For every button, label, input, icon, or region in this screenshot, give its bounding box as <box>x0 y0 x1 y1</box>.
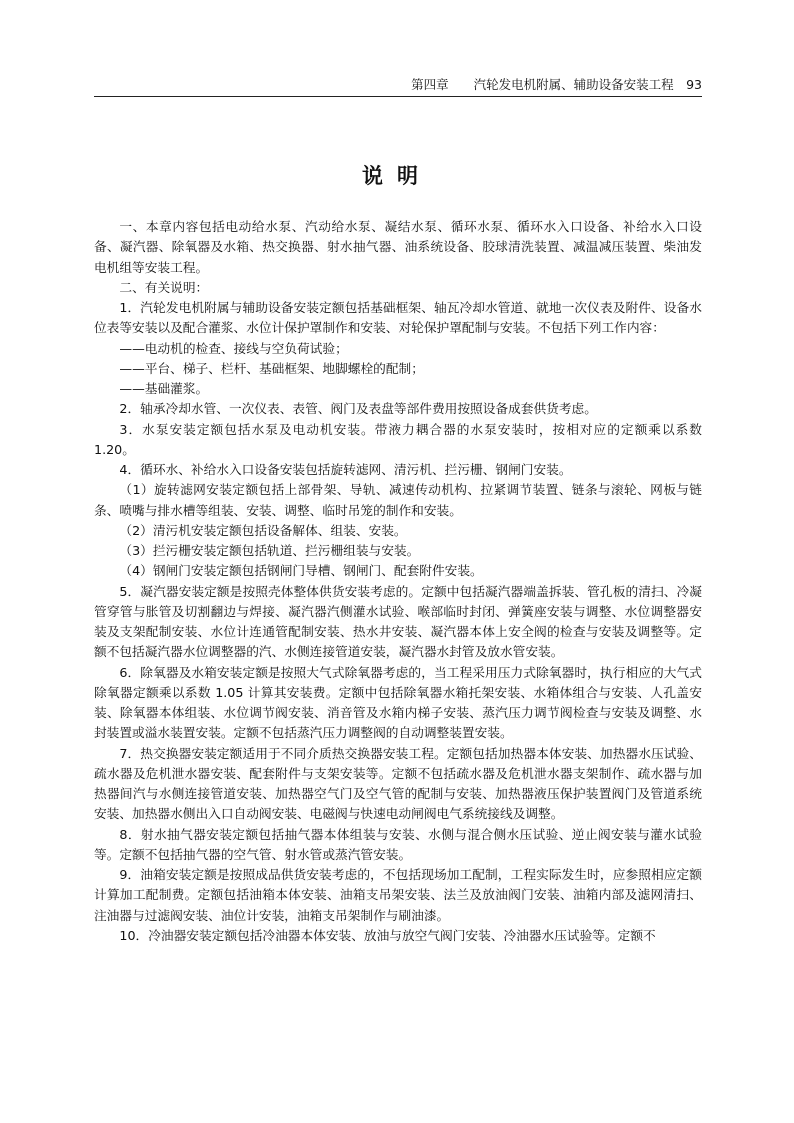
paragraph: 6．除氧器及水箱安装定额是按照大气式除氧器考虑的，当工程采用压力式除氧器时，执行相应的大气式除氧器定额乘以系数 1.05 计算其安装费。定额中包括除氧器水箱托架安装、水箱体组合与安装、人孔盖安装、除氧器本体组装、水位调节阀安装、消音管及水箱内梯子安装、蒸汽压力调节阀检查与安装及调整、水封装置或溢水装置安装。定额不包括蒸汽压力调整阀的自动调整装置安装。 <box>94 664 702 741</box>
paragraph: 1．汽轮发电机附属与辅助设备安装定额包括基础框架、轴瓦冷却水管道、就地一次仪表及附件、设备水位表等安装以及配合灌浆、水位计保护罩制作和安装、对轮保护罩配制与安装。不包括下列工作内容： <box>94 300 702 336</box>
paragraph: 二、有关说明： <box>119 279 209 295</box>
paragraph-sub-item: （1）旋转滤网安装定额包括上部骨架、导轨、减速传动机构、拉紧调节装置、链条与滚轮、网板与链条、喷嘴与排水槽等组装、安装、调整、临时吊笼的制作和安装。 <box>94 482 702 518</box>
paragraph: 4．循环水、补给水入口设备安装包括旋转滤网、清污机、拦污栅、钢闸门安装。 <box>119 462 572 477</box>
header-title: 汽轮发电机附属、辅助设备安装工程 <box>473 77 674 92</box>
page-title: 说明 <box>362 164 432 188</box>
paragraph: 一、本章内容包括电动给水泵、汽动给水泵、凝结水泵、循环水泵、循环水入口设备、补给水入口设备、凝汽器、除氧器及水箱、热交换器、射水抽气器、油系统设备、胶球清洗装置、减温减压装置、柴油发电机组等安装工程。 <box>94 219 702 275</box>
paragraph: 7．热交换器安装定额适用于不同介质热交换器安装工程。定额包括加热器本体安装、加热器水压试验、疏水器及危机泄水器安装、配套附件与支架安装等。定额不包括疏水器及危机泄水器支架制作、疏水器与加热器间汽与水侧连接管道安装、加热器空气门及空气管的配制与安装、加热器液压保护装置阀门及管道系统安装、加热器水侧出入口自动阀安装、电磁阀与快速电动闸阀电气系统接线及调整。 <box>94 745 702 822</box>
page-number: 93 <box>686 77 702 92</box>
paragraph: 3．水泵安装定额包括水泵及电动机安装。带液力耦合器的水泵安装时，按相对应的定额乘以系数 1.20。 <box>94 421 702 457</box>
paragraph-sub-item: （4）钢闸门安装定额包括钢闸门导槽、钢闸门、配套附件安装。 <box>119 563 483 579</box>
running-header <box>94 77 702 97</box>
paragraph: 2．轴承冷却水管、一次仪表、表管、阀门及表盘等部件费用按照设备成套供货考虑。 <box>119 401 597 417</box>
header-chapter: 第四章 <box>411 77 449 92</box>
paragraph-sub-item: （2）清污机安装定额包括设备解体、组装、安装。 <box>119 522 407 538</box>
paragraph: 10．冷油器安装定额包括冷油器本体安装、放油与放空气阀门安装、冷油器水压试验等。定额不 <box>119 927 656 943</box>
header-rule <box>94 96 702 97</box>
paragraph-dash-item: ——电动机的检查、接线与空负荷试验； <box>119 340 348 356</box>
paragraph-sub-item: （3）拦污栅安装定额包括轨道、拦污栅组装与安装。 <box>119 543 420 558</box>
paragraph: 8．射水抽气器安装定额包括抽气器本体组装与安装、水侧与混合侧水压试验、逆止阀安装与灌水试验等。定额不包括抽气器的空气管、射水管或蒸汽管安装。 <box>94 826 702 862</box>
body-text <box>94 217 702 946</box>
paragraph-dash-item: ——基础灌浆。 <box>119 381 209 396</box>
paragraph-dash-item: ——平台、梯子、栏杆、基础框架、地脚螺栓的配制； <box>119 360 424 376</box>
paragraph: 5．凝汽器安装定额是按照壳体整体供货安装考虑的。定额中包括凝汽器端盖拆装、管孔板的清扫、冷凝管穿管与胀管及切割翻边与焊接、凝汽器汽侧灌水试验、喉部临时封闭、弹簧座安装与调整、水位调整器安装及支架配制安装、水位计连通管配制安装、热水井安装、凝汽器本体上安全阀的检查与安装及调整等。定额不包括凝汽器水位调整器的汽、水侧连接管道安装，凝汽器水封管及放水管安装。 <box>94 583 702 660</box>
paragraph: 9．油箱安装定额是按照成品供货安装考虑的，不包括现场加工配制，工程实际发生时，应参照相应定额计算加工配制费。定额包括油箱本体安装、油箱支吊架安装、法兰及放油阀门安装、油箱内部及滤网清扫、注油器与过滤阀安装、油位计安装，油箱支吊架制作与刷油漆。 <box>94 867 702 923</box>
